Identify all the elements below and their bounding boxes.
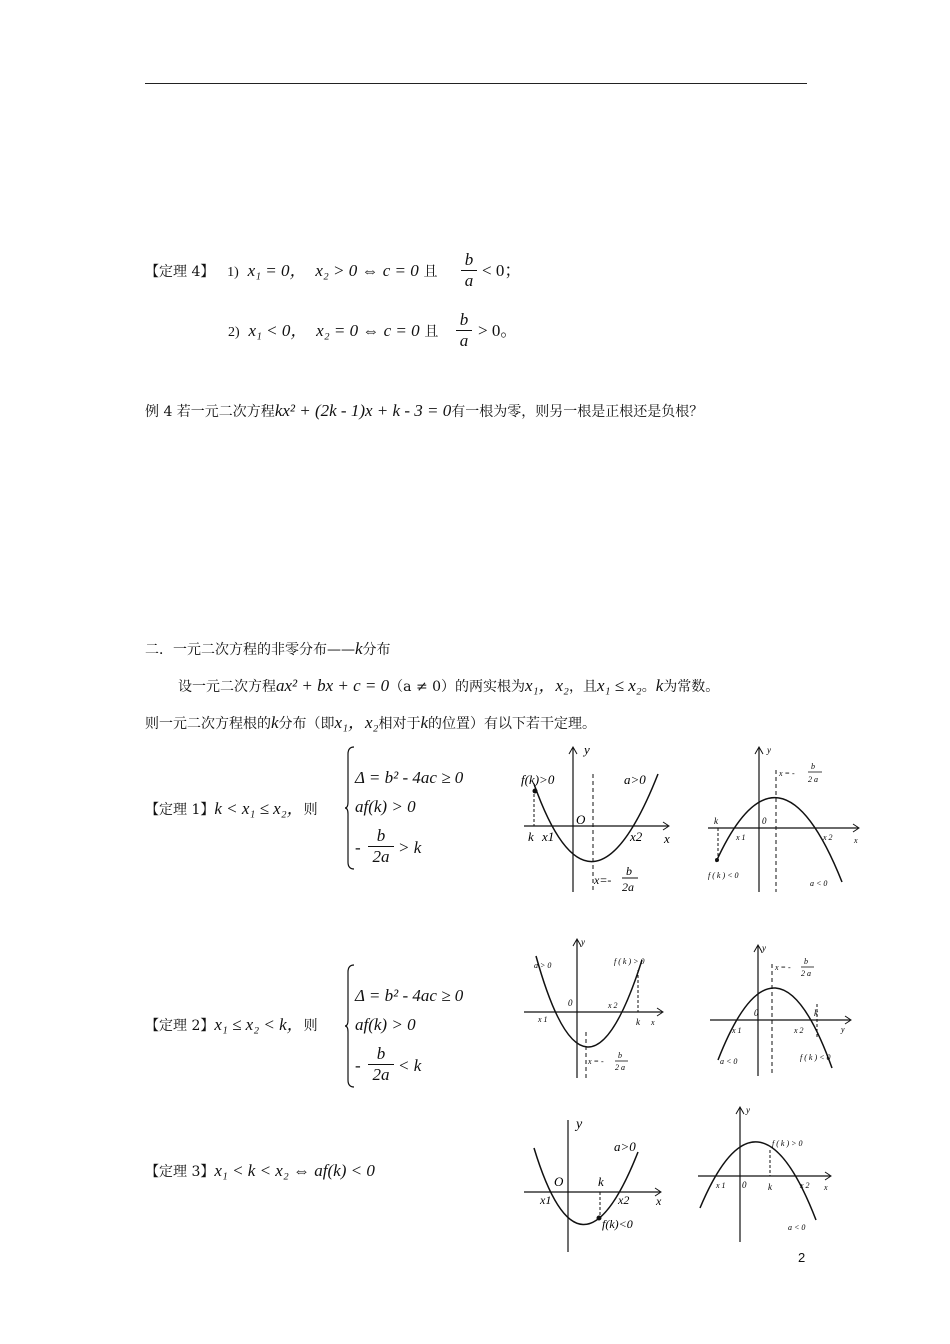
theorem2-then: 则 [303,1018,318,1034]
theorem4-l2-num: 2) [228,325,240,340]
para1-order: x₁ ≤ x₂ [596,676,642,695]
graph3-x2: x 2 [608,1001,618,1010]
theorem2-sys1: Δ = b² - 4ac ≥ 0 [355,986,464,1005]
theorem1-frac-den: 2a [372,847,390,866]
example4-prefix: 例 4 若一元二次方程 [145,404,275,420]
graph6-x2: x 2 [800,1181,810,1190]
theorem2-sys3-frac [368,1044,394,1085]
theorem4-l1-b: x₂ > 0 ⇔ c = 0 [315,261,419,280]
theorem4-l2-and: 且 [424,324,439,340]
para2-b: 分布（即 [278,716,335,732]
graph1-x1: x1 [542,829,555,844]
theorem1-cond: k < x₁ ≤ x₂， [214,799,304,818]
graph3-upward-parabola [520,936,670,1080]
theorem4-l2-a: x₁ < 0， [248,321,308,340]
graph3-vx: x = - [588,1057,604,1066]
theorem4-l1-frac-num: b [461,250,477,271]
graph4-a: a < 0 [720,1057,738,1066]
graph1-vx: x=- [594,873,612,887]
theorem1-then: 则 [303,802,318,818]
graph6-O: 0 [742,1180,747,1190]
header-rule [145,83,807,84]
graph4-x2: x 2 [794,1026,804,1035]
para1-c: ，且 [568,679,597,695]
para1-roots: x₁，x₂ [525,676,569,695]
graph3-k: k [636,1017,640,1027]
theorem4-l2-tail: > 0。 [478,321,518,340]
theorem4-l2-frac [456,310,472,351]
graph5-upward-parabola [520,1114,670,1254]
graph3-y: y [581,937,585,947]
graph1-k: k [528,829,534,844]
graph4-vx: x = - [775,963,791,972]
example4 [145,402,703,419]
graph2-fk: f ( k ) < 0 [708,871,739,880]
para2-c: 相对于 [378,716,421,732]
para2-roots: x₁，x₂ [334,713,379,732]
theorem4-line1 [145,262,438,280]
theorem4-l2-frac-den: a [459,331,469,350]
theorem4-l1-frac [461,250,477,291]
para2-a: 则一元二次方程根的 [145,716,271,732]
graph4-xaxis: y [841,1025,845,1034]
graph5-x1: x1 [540,1193,552,1207]
theorem4-l1-and: 且 [423,264,438,280]
para2-k: k [271,713,279,732]
graph1-O: O [576,812,586,827]
theorem4-l1-a: x₁ = 0， [247,261,307,280]
graph4-fk: f ( k ) < 0 [800,1053,831,1062]
graph4-k: k [814,1008,818,1018]
graph2-x2: x 2 [823,833,833,842]
graph6-xaxis: x [824,1183,828,1192]
graph3-vnum: b [618,1051,622,1060]
theorem2-cond: x₁ ≤ x₂ < k， [214,1015,304,1034]
theorem4-l2-frac-num: b [456,310,472,331]
theorem2-frac-num: b [368,1044,394,1065]
graph4-y: y [762,943,766,953]
graph2-a: a < 0 [810,879,828,888]
para1-a: 设一元二次方程 [178,679,276,695]
graph3-xaxis: x [651,1018,655,1027]
graph1-vden: 2a [622,880,634,894]
graph2-vx: x = - [779,769,795,778]
theorem2-sys2: af(k) > 0 [355,1015,416,1034]
example4-suffix: 有一根为零，则另一根是正根还是负根？ [451,404,704,420]
section2-heading-text: 二．一元二次方程的非零分布—— [145,642,355,658]
graph2-downward-parabola [704,744,864,894]
theorem1-sys3-post: > k [398,838,422,857]
theorem1-label: 【定理 1】 [145,802,215,818]
graph3-a: a > 0 [534,961,552,970]
graph1-upward-parabola [516,744,676,894]
graph2-k: k [714,816,718,826]
graph6-downward-parabola [694,1104,844,1244]
graph3-O: 0 [568,998,573,1008]
graph4-O: 0 [754,1008,759,1018]
graph1-y: y [584,742,590,757]
section2-heading [145,640,391,657]
theorem4-l1-num: 1) [227,265,239,280]
graph2-vnum: b [811,762,815,771]
theorem1-sys1: Δ = b² - 4ac ≥ 0 [355,768,464,787]
para1-k: k [655,676,664,695]
para1-cond: （a ≠ 0） [389,679,456,695]
section2-heading-k: k [355,639,363,658]
theorem3-line [145,1162,375,1179]
theorem4-label: 【定理 4】 [145,264,215,280]
graph6-k: k [768,1182,772,1192]
graph2-xaxis: x [854,836,858,845]
para2-k2: k [420,713,429,732]
para2-d: 的位置）有以下若干定理。 [428,716,597,732]
graph5-y: y [576,1117,583,1132]
graph4-downward-parabola [706,942,856,1078]
graph5-fk: f(k)<0 [602,1217,633,1231]
theorem1-sys2: af(k) > 0 [355,797,416,816]
theorem1-sys3-pre: - [355,838,361,857]
theorem2-label: 【定理 2】 [145,1018,215,1034]
graph1-vnum: b [626,864,632,878]
theorem3-label: 【定理 3】 [145,1164,215,1180]
graph4-x1: x 1 [732,1026,742,1035]
graph2-x1: x 1 [736,833,746,842]
graph6-x1: x 1 [716,1181,726,1190]
graph5-xaxis: x [656,1194,662,1208]
theorem3-cond: x₁ < k < x₂ ⇔ af(k) < 0 [214,1161,375,1180]
graph1-fk: f(k)>0 [521,772,555,787]
graph5-O: O [554,1174,564,1189]
para1-eq: ax² + bx + c = 0 [276,676,390,695]
theorem4-line2 [228,322,438,340]
graph3-x1: x 1 [538,1015,548,1024]
example4-equation: kx² + (2k - 1)x + k - 3 = 0 [274,401,452,420]
graph6-fk: f ( k ) > 0 [772,1139,803,1148]
para1-e: 为常数。 [663,679,720,695]
section2-heading-tail: 分布 [362,642,391,658]
graph5-a: a>0 [614,1139,636,1154]
theorem1-frac-num: b [368,826,394,847]
graph6-y: y [746,1105,750,1115]
theorem2-line [145,1016,318,1033]
graph4-vden: 2 a [801,969,811,978]
theorem1-sys3-frac [368,826,394,867]
theorem2-frac-den: 2a [372,1065,390,1084]
graph1-xaxis: x [664,831,670,846]
para1-b: 的两实根为 [455,679,526,695]
theorem4-l1-frac-den: a [464,271,474,290]
graph6-a: a < 0 [788,1223,806,1232]
section2-para1 [178,677,719,694]
theorem2-sys3-post: < k [398,1056,422,1075]
theorem4-l1-tail: < 0； [482,261,522,280]
graph2-y: y [767,745,771,755]
graph3-vden: 2 a [615,1063,625,1072]
page-number: 2 [798,1250,806,1265]
graph1-a: a>0 [624,772,646,787]
graph1-x2: x2 [630,829,643,844]
theorem1-line [145,800,318,817]
theorem4-l2-b: x₂ = 0 ⇔ c = 0 [316,321,420,340]
graph5-k: k [598,1174,604,1189]
theorem2-sys3-pre: - [355,1056,361,1075]
para1-d: 。 [641,679,656,695]
graph2-O: 0 [762,816,767,826]
graph4-vnum: b [804,957,808,966]
graph5-x2: x2 [618,1193,630,1207]
graph2-vden: 2 a [808,775,818,784]
section2-para2 [145,714,596,731]
graph3-fk: f ( k ) > 0 [614,957,645,966]
